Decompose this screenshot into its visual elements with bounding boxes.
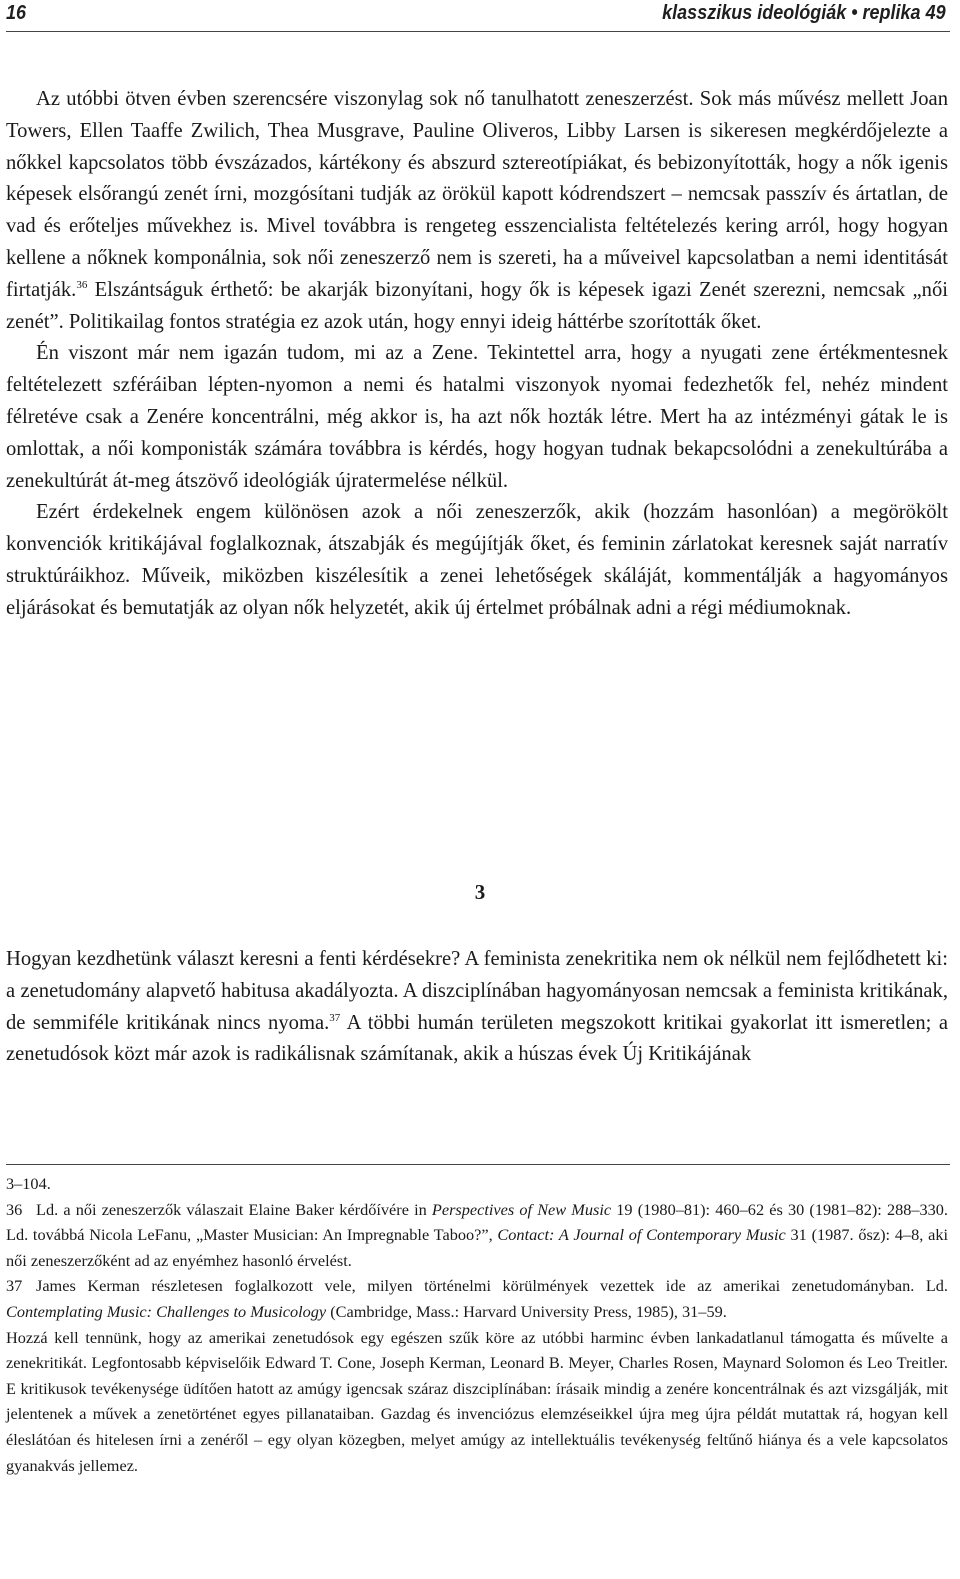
footnote-36-number: 36 (6, 1199, 23, 1219)
footnote-36-text-c: 31 (1987. ősz): 4–8, aki női zeneszerzőként ad az enyémhez hasonló érvelést. (6, 1225, 948, 1270)
section-number: 3 (474, 880, 486, 904)
paragraph-1-text: Az utóbbi ötven évben szerencsére viszonylag sok nő tanulhatott zeneszerzést. Sok más művész mellett Joan Towers, Ellen Taaffe Zwilich, Thea Musgrave, Pauline Oliveros, Libby Larsen is sikeresen megkérdőjelezte a nőkkel kapcsolatos több évszázados, kártékony és abszurd sztereotípiákat, és bebizonyították, hogy a nők igenis képesek elsőrangú zenét írni, mozgósítani tudják az örökül kapott kódrendszert – nemcsak passzív és ártatlan, de vad és erőteljes művekhez is. Mivel továbbra is rengeteg esszencialista feltételezés kering arról, hogy hogyan kellene a nőknek komponálnia, sok női zeneszerző nem is szereti, ha a műveivel kapcsolatban a nemi identitását firtatják. (6, 88, 948, 301)
footnote-divider (6, 1164, 950, 1165)
footnote-ref-37[interactable]: 37 (329, 1011, 341, 1024)
page-number: 16 (6, 2, 27, 24)
footnote-36 (6, 1197, 948, 1274)
footnote-36-journal-title: Perspectives of New Music (431, 1199, 612, 1219)
footnote-ref-36[interactable]: 36 (76, 278, 88, 291)
footnote-carryover: 3–104. (6, 1174, 51, 1193)
footnote-37-text-b: (Cambridge, Mass.: Harvard University Press, 1985), 31–59. (326, 1301, 727, 1321)
paragraph-3: Ezért érdekelnek engem különösen azok a női zeneszerzők, akik (hozzám hasonlóan) a megörökölt konvenciók kritikájával foglalkoznak, átszabják és megújítják őket, és feminin zárlatokat keresnek saját narratív struktúráikhoz. Műveik, miközben kiszélesítik a zenei lehetőségek skáláját, kommentálják a hagyományos eljárásokat és bemutatják az olyan nők helyzetét, akik új értelmet próbálnak adni a régi médiumoknak. (6, 501, 948, 619)
body-text-section (6, 944, 948, 1071)
running-title: klasszikus ideológiák • replika 49 (662, 2, 946, 24)
section-paragraph-1 (6, 944, 948, 1071)
paragraph-1-continuation: Elszántságuk érthető: be akarják bizonyítani, hogy ők is képesek igazi Zenét szerezni, nemcsak „női zenét”. Politikailag fontos stratégia ez azok után, hogy ennyi ideig háttérbe szorították őket. (6, 278, 948, 333)
footnote-36-text-b: 19 (1980–81): 460–62 és 30 (1981–82): 288–330. Ld. továbbá Nicola LeFanu, „Master Musician: An Impregnable Taboo?”, (6, 1199, 949, 1245)
footnote-36-contact-title: Contact: A Journal of Contemporary Music (497, 1225, 786, 1245)
footnote-37-number: 37 (6, 1276, 23, 1296)
footnote-37-book-title: Contemplating Music: Challenges to Musicology (6, 1301, 327, 1321)
section-paragraph-1-continuation: A többi humán területen megszokott kritikai gyakorlat itt ismeretlen; a zenetudósok közt már azok is radikálisnak számítanak, akik a húszas évek Új Kritikájának (6, 1011, 949, 1066)
footnote-37 (6, 1273, 948, 1324)
footnotes (6, 1171, 948, 1478)
footnote-36-text-a: Ld. a női zeneszerzők válaszait Elaine Baker kérdőívére in (36, 1199, 432, 1219)
footnote-37-text-a: James Kerman részletesen foglalkozott vele, milyen történelmi körülmények vezettek ide az amerikai zenetudományban. Ld. (36, 1276, 948, 1296)
section-paragraph-1-text: Hogyan kezdhetünk választ keresni a fenti kérdésekre? A feminista zenekritika nem ok nélkül nem fejlődhetett ki: a zenetudomány alapvető habitusa akadályozta. A diszciplínában hagyományosan nemcsak a feminista kritikának, de semmiféle kritikának nincs nyoma. (6, 948, 948, 1034)
paragraph-2: Én viszont már nem igazán tudom, mi az a Zene. Tekintettel arra, hogy a nyugati zene értékmentesnek feltételezett szféráiban lépten-nyomon a nemi és hatalmi viszonyok nyomai fedezhetők fel, nehéz mindent félretéve csak a Zenére koncentrálni, még akkor is, ha azt nők hozták létre. Mert ha az intézményi gátak le is omlottak, a női komponisták számára továbbra is kérdés, hogy hogyan tudnak bekapcsolódni a zenekultúrába a zenekultúrát át-meg átszövő ideológiák újratermelése nélkül. (6, 342, 948, 492)
paragraph-1 (6, 84, 948, 338)
body-text-top (6, 84, 948, 625)
running-head (6, 0, 946, 30)
footnote-37-continuation: Hozzá kell tennünk, hogy az amerikai zenetudósok egy egészen szűk köre az utóbbi harminc évben lankadatlanul támogatta és művelte a zenekritikát. Legfontosabb képviselőik Edward T. Cone, Joseph Kerman, Leonard B. Meyer, Charles Rosen, Maynard Solomon és Leo Treitler. E kritikusok tevékenysége üdítően hatott az amúgy igencsak száraz diszciplínában: írásaik mindig a zenére koncentrálnak és azt vizsgálják, mit jelentenek a művek a zenetörténet egyes pillanataiban. Gazdag és invenciózus elemzéseikkel újra meg újra példát mutattak rá, hogyan kell éleslátóan és hitelesen írni a zenéről – egy olyan közegben, melyet amúgy az intellektuális tevékenység feltűnő hiánya és a vele kapcsolatos gyanakvás jellemez. (6, 1327, 948, 1475)
header-divider (6, 31, 950, 32)
